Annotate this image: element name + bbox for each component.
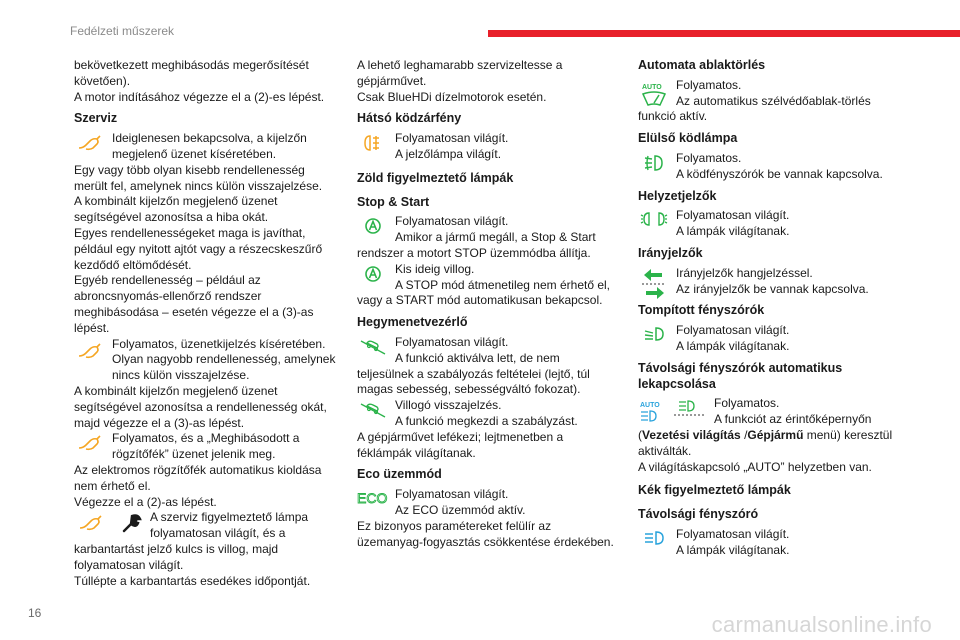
paragraph: Az ECO üzemmód aktív.: [395, 502, 526, 517]
heading-hill-assist: Hegymenetvezérlő: [357, 315, 468, 330]
column-2: [357, 58, 619, 550]
paragraph: A szerviz figyelmeztető lámpa folyamatosan világít, és a karbantartást jelző kulcs is villog, majd folyamatosan világít.: [74, 510, 309, 572]
paragraph: Egy vagy több olyan kisebb rendellenesség merült fel, amelynek nincs külön visszajelzése.: [74, 162, 323, 193]
eco-mode-icon: [357, 487, 389, 517]
paragraph: Irányjelzők hangjelzéssel.: [676, 265, 813, 280]
paragraph: Kis ideig villog.: [395, 261, 475, 276]
column-3: [638, 58, 903, 559]
paragraph: A motor indításához végezze el a (2)-es lépést.: [74, 89, 325, 104]
paragraph: Folyamatosan világít.: [676, 526, 790, 541]
paragraph: Ideiglenesen bekapcsolva, a kijelzőn megjelenő üzenet kíséretében.: [112, 131, 307, 161]
page-number: 16: [28, 606, 42, 620]
paragraph: Ez bizonyos paramétereket felülír az üzemanyag-fogyasztás csökkentése érdekében.: [357, 518, 614, 549]
paragraph: A lámpák világítanak.: [676, 542, 790, 557]
service-and-wrench-icons: [74, 510, 144, 540]
auto-main-beam-icons: [638, 396, 708, 426]
running-header: Fedélzeti műszerek: [70, 24, 175, 38]
svg-text:ECO: ECO: [357, 490, 388, 507]
heading-main-beam: Távolsági fényszóró: [638, 507, 759, 522]
paragraph: A lámpák világítanak.: [676, 224, 790, 239]
service-warning-icon: [74, 431, 106, 461]
paragraph: Folyamatosan világít.: [676, 208, 790, 223]
paragraph: Végezze el a (2)-as lépést.: [74, 494, 217, 509]
wrench-icon: [124, 516, 140, 532]
paragraph: Amikor a jármű megáll, a Stop & Start rendszer a motort STOP üzemmódba állítja.: [357, 230, 596, 260]
heading-service: Szerviz: [74, 111, 118, 126]
svg-text:AUTO: AUTO: [640, 402, 660, 410]
heading-turn-signals: Irányjelzők: [638, 245, 703, 260]
paragraph: A lámpák világítanak.: [676, 338, 790, 353]
paragraph: A világításkapcsoló „AUTO” helyzetben van.: [638, 459, 872, 474]
paragraph: (Vezetési világítás /Gépjármű menü) keresztül aktiválták.: [638, 427, 893, 458]
header-accent-bar: [488, 30, 960, 37]
section-blue-lamps: Kék figyelmeztető lámpák: [638, 483, 791, 498]
service-warning-icon: [74, 131, 106, 161]
hill-descent-icon: [357, 335, 389, 365]
paragraph: Túllépte a karbantartás esedékes időpontját.: [74, 573, 311, 588]
paragraph: Folyamatosan világít.: [395, 487, 509, 502]
paragraph: Olyan nagyobb rendellenesség, amelynek nincs külön visszajelzése.: [112, 352, 336, 383]
heading-auto-main-beam: Távolsági fényszórók automatikus lekapcsolása: [638, 360, 843, 391]
paragraph: Folyamatos, üzenetkijelzés kíséretében.: [112, 336, 326, 351]
paragraph: Folyamatos.: [676, 77, 742, 92]
auto-wipe-icon: [638, 78, 670, 108]
menu-name-vehicle: Gépjármű: [747, 427, 804, 442]
stop-start-icon: [357, 214, 389, 244]
paragraph: Folyamatosan világít.: [676, 323, 790, 338]
paragraph: A funkciót az érintőképernyőn: [714, 412, 872, 427]
turn-left-arrow-icon: [644, 269, 662, 281]
paragraph: A kombinált kijelzőn megjelenő üzenet segítségével azonosítsa a hiba okát.: [74, 194, 278, 225]
column-1: [74, 58, 336, 589]
paragraph: A ködfényszórók be vannak kapcsolva.: [676, 166, 883, 181]
paragraph: Az elektromos rögzítőfék automatikus kioldása nem érhető el.: [74, 462, 322, 493]
heading-stop-start: Stop & Start: [357, 194, 430, 209]
section-green-lamps: Zöld figyelmeztető lámpák: [357, 170, 514, 185]
main-beam-icon: [641, 411, 656, 421]
heading-front-fog: Elülső ködlámpa: [638, 131, 738, 146]
paragraph: A lehető leghamarabb szervizeltesse a gépjárművet.: [357, 58, 563, 88]
paragraph: Folyamatos, és a „Meghibásodott a rögzítőfék” üzenet jelenik meg.: [112, 431, 300, 462]
paragraph: Folyamatosan világít.: [395, 131, 509, 146]
heading-rear-fog: Hátsó ködzárfény: [357, 111, 462, 126]
turn-right-arrow-icon: [646, 287, 664, 299]
service-warning-icon: [74, 339, 106, 369]
paragraph: A funkció aktiválva lett, de nem teljesülnek a szabályozás feltételei (lejtő, túl magas sebesség, sebességváltó fokozat).: [357, 350, 590, 397]
paragraph: Folyamatosan világít.: [395, 334, 509, 349]
side-lamps-icon: [638, 208, 670, 238]
heading-dipped-beam: Tompított fényszórók: [638, 303, 765, 318]
paragraph: Folyamatos.: [676, 150, 742, 165]
rear-fog-lamp-icon: [357, 131, 389, 161]
service-warning-icon: [80, 516, 101, 529]
heading-side-lamps: Helyzetjelzők: [638, 188, 717, 203]
hill-descent-icon: [357, 398, 389, 428]
paragraph: bekövetkezett meghibásodás megerősítését követően).: [74, 58, 309, 88]
paragraph: A funkció megkezdi a szabályzást.: [395, 413, 578, 428]
paragraph: Villogó visszajelzés.: [395, 398, 502, 413]
paragraph: A gépjárművet lefékezi; lejtmenetben a féklámpák világítanak.: [357, 429, 564, 460]
paragraph: Az automatikus szélvédőablak-törlés funkció aktív.: [638, 93, 871, 124]
main-beam-icon: [638, 527, 670, 557]
menu-name-lighting: Vezetési világítás: [642, 427, 741, 442]
paragraph: Folyamatos.: [714, 396, 780, 411]
heading-eco: Eco üzemmód: [357, 467, 442, 482]
svg-text:AUTO: AUTO: [642, 83, 662, 91]
paragraph: A jelzőlámpa világít.: [395, 146, 502, 161]
paragraph: Folyamatosan világít.: [395, 214, 509, 229]
main-beam-icon: [679, 401, 694, 411]
paragraph: A kombinált kijelzőn megjelenő üzenet segítségével azonosítsa a rendellenesség okát, majd végezze el a (3)-as lépést.: [74, 383, 327, 430]
watermark: carmanualsonline.info: [711, 612, 932, 637]
paragraph: Az irányjelzők be vannak kapcsolva.: [676, 281, 869, 296]
heading-auto-wipe: Automata ablaktörlés: [638, 58, 766, 72]
paragraph: A STOP mód átmenetileg nem érhető el, vagy a START mód automatikusan bekapcsol.: [357, 277, 611, 308]
dipped-beam-icon: [638, 323, 670, 353]
stop-start-icon: [357, 262, 389, 292]
front-fog-lamp-icon: [638, 151, 670, 181]
paragraph: Egyéb rendellenesség – például az abroncsnyomás-ellenőrző rendszer meghibásodása – esetén végezze el a (3)-as lépést.: [74, 273, 314, 335]
turn-signal-icons: [638, 266, 670, 296]
paragraph: Egyes rendellenességeket maga is javíthat, például egy nyitott ajtót vagy a részecskeszűrő kezdődő eltömődését.: [74, 225, 323, 272]
paragraph: Csak BlueHDi dízelmotorok esetén.: [357, 89, 547, 104]
